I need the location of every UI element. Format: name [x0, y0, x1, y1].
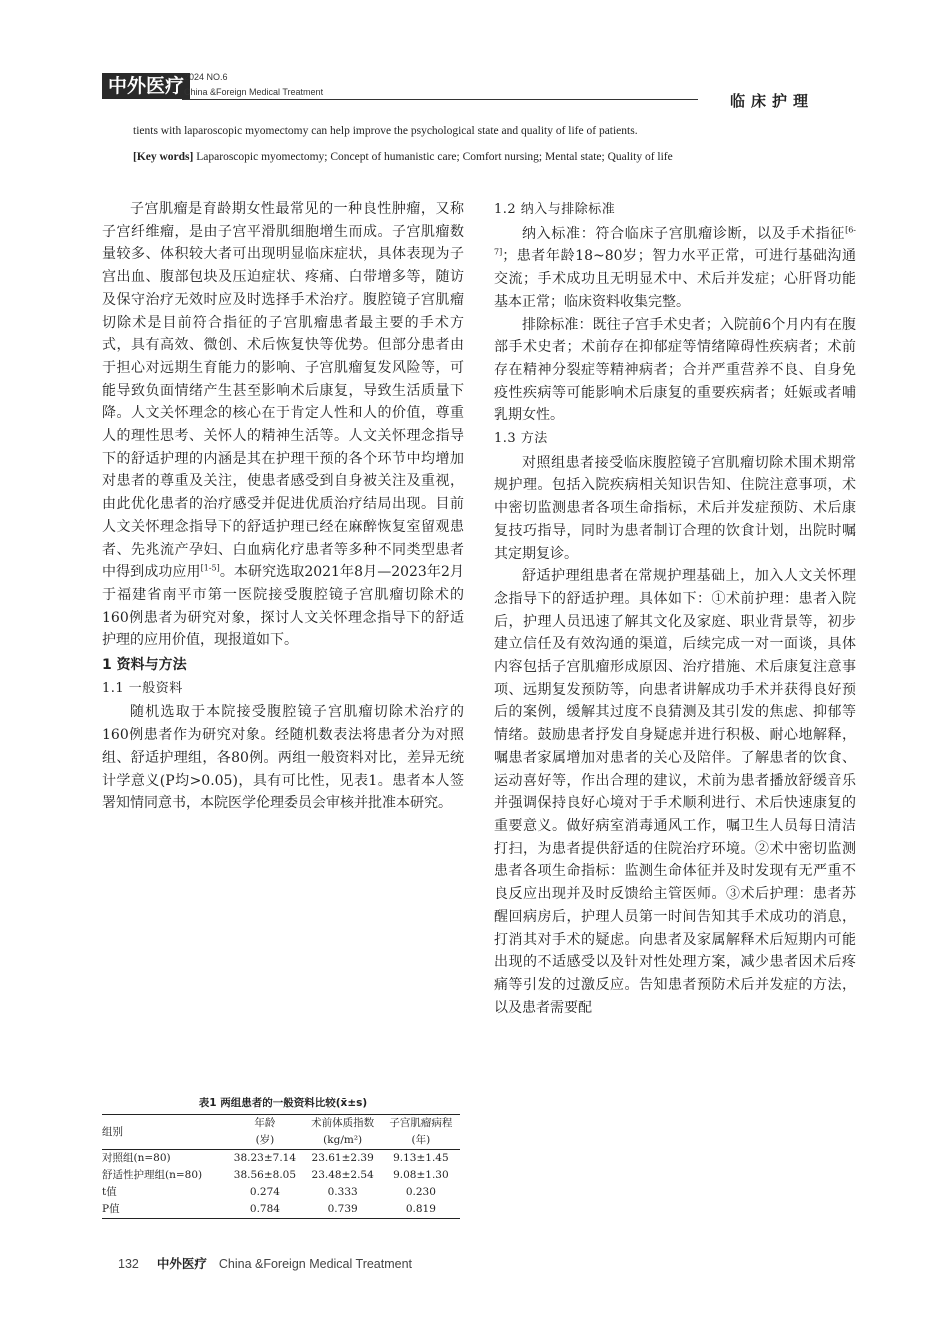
cell-group: P值	[102, 1203, 120, 1215]
cell-age: 0.274	[249, 1186, 280, 1198]
citation-1-5: [1-5]	[200, 563, 220, 573]
section-1-title: 1 资料与方法	[102, 657, 187, 674]
footer-journal-en: China &Foreign Medical Treatment	[218, 1257, 413, 1271]
intro-text-tail: 。本研究选取2021年8月—2023年2月于福建省南平市第一医院接受腹腔镜子宫肌瘤切除术的160例患者为研究对象，探讨人文关怀理念指导下的舒适护理的应用价值，现报道如下。	[102, 564, 465, 649]
page-footer	[118, 1254, 412, 1272]
cell-group: 舒适性护理组(n=80)	[102, 1169, 203, 1181]
col-header-age-unit: (岁)	[226, 1132, 303, 1150]
section-1-2-title: 1.2 纳入与排除标准	[494, 202, 616, 217]
col-header-age: 年龄	[254, 1117, 276, 1129]
cell-age: 38.56±8.05	[233, 1169, 297, 1181]
right-column	[494, 198, 856, 1019]
col-header-bmi-unit: (kg/m²)	[304, 1132, 382, 1150]
col-header-course: 子宫肌瘤病程	[389, 1117, 453, 1129]
abstract-last-line: tients with laparoscopic myomectomy can help improve the psychological state and quality of life of patients.	[133, 125, 638, 137]
cell-course: 9.13±1.45	[393, 1152, 449, 1164]
intro-paragraph	[102, 198, 464, 652]
table-row	[102, 1167, 460, 1184]
col-header-group: 组别	[102, 1115, 226, 1150]
cell-group: 对照组(n=80)	[102, 1152, 171, 1164]
keywords-label: [Key words]	[133, 151, 194, 163]
keywords-line	[133, 149, 673, 165]
cell-group: t值	[102, 1186, 117, 1198]
cell-age: 0.784	[249, 1203, 280, 1215]
section-1-3-title: 1.3 方法	[494, 431, 548, 447]
col-header-course-unit: (年)	[382, 1132, 460, 1150]
table-1-caption: 表1 两组患者的一般资料比较(x̄±s)	[198, 1097, 368, 1109]
inclusion-text: 纳入标准：符合临床子宫肌瘤诊断，以及手术指征	[522, 225, 846, 242]
cell-bmi: 0.739	[327, 1203, 358, 1215]
table-row	[102, 1184, 460, 1201]
table-1	[102, 1114, 460, 1219]
cell-bmi: 23.48±2.54	[311, 1169, 374, 1181]
table-row	[102, 1201, 460, 1219]
left-column	[102, 198, 464, 815]
exclusion-paragraph: 排除标准：既往子宫手术史者；入院前6个月内有在腹部手术史者；术前存在抑郁症等情绪障碍性疾病者；术前存在精神分裂症等精神病者；合并严重营养不良、自身免疫性疾病等可能影响术后康复的重要疾病者；妊娠或者哺乳期女性。	[494, 316, 856, 424]
general-data-paragraph: 随机选取于本院接受腹腔镜子宫肌瘤切除术治疗的160例患者作为研究对象。经随机数表法将患者分为对照组、舒适护理组，各80例。两组一般资料对比，差异无统计学意义(P均>0.05)，具有可比性，见表1。患者本人签署知情同意书，本院医学伦理委员会审核并批准本研究。	[102, 704, 464, 812]
cell-course: 0.230	[405, 1186, 436, 1198]
footer-journal-cn: 中外医疗	[156, 1257, 207, 1271]
page-number: 132	[118, 1257, 139, 1271]
inclusion-text-tail: ；患者年龄18~80岁；智力水平正常，可进行基础沟通交流；手术成功且无明显术中、术后并发症；心肝肾功能基本正常；临床资料收集完整。	[494, 248, 856, 310]
keywords-text: Laparoscopic myomectomy; Concept of humanistic care; Comfort nursing; Mental state; Quality of life	[193, 151, 673, 163]
header-rule	[182, 99, 698, 100]
cell-course: 9.08±1.30	[393, 1169, 449, 1181]
journal-english-title: China &Foreign Medical Treatment	[184, 87, 324, 97]
section-1-1-title: 1.1 一般资料	[102, 680, 183, 696]
comfort-method-paragraph: 舒适护理组患者在常规护理基础上，加入人文关怀理念指导下的舒适护理。具体如下：①术前护理：患者入院后，护理人员迅速了解其文化及家庭、职业背景等，初步建立信任及有效沟通的渠道，后续完成一对一面谈，具体内容包括子宫肌瘤形成原因、治疗措施、术后康复注意事项、远期复发预防等，向患者讲解成功手术并获得良好预后的案例，缓解其过度不良猜测及其引发的焦虑、抑郁等情绪。鼓励患者抒发自身疑虑并进行积极、耐心地解释，嘱患者家属增加对患者的关心及陪伴。了解患者的饮食、运动喜好等，作出合理的建议，术前为患者播放舒缓音乐并强调保持良好心境对于手术顺利进行、术后快速康复的重要意义。做好病室消毒通风工作，嘱卫生人员每日清洁打扫，为患者提供舒适的住院治疗环境。②术中密切监测患者各项生命指标：监测生命体征并及时发现有无严重不良反应出现并及时反馈给主管医师。③术后护理：患者苏醒回病房后，护理人员第一时间告知其手术成功的消息，打消其对手术的疑虑。向患者及家属解释术后短期内可能出现的不适感受以及针对性处理方案，减少患者因术后疼痛等引发的过激反应。告知患者预防术后并发症的方法，以及患者需要配	[494, 568, 856, 1016]
col-header-bmi: 术前体质指数	[311, 1117, 375, 1129]
cell-bmi: 23.61±2.39	[311, 1152, 374, 1164]
journal-logo: 中外医疗	[102, 73, 190, 99]
cell-course: 0.819	[405, 1203, 436, 1215]
control-method-paragraph: 对照组患者接受临床腹腔镜子宫肌瘤切除术围术期常规护理。包括入院疾病相关知识告知、住院注意事项，术中密切监测患者各项生命指标，术后并发症预防、术后康复技巧指导，同时为患者制订合理的饮食计划，出院时嘱其定期复诊。	[494, 454, 856, 562]
intro-text: 子宫肌瘤是育龄期女性最常见的一种良性肿瘤，又称子宫纤维瘤，是由子宫平滑肌细胞增生而成。子宫肌瘤数量较多、体积较大者可出现明显临床症状，具体表现为子宫出血、腹部包块及压迫症状、疼痛、白带增多等，随访及保守治疗无效时应及时选择手术治疗。腹腔镜子宫肌瘤切除术是目前符合指征的子宫肌瘤患者最主要的手术方式，具有高效、微创、术后恢复快等优势。但部分患者由于担心对远期生育能力的影响、子宫肌瘤复发风险等，可能导致负面情绪产生甚至影响术后康复，导致生活质量下降。人文关怀理念的核心在于肯定人性和人的价值，尊重人的理性思考、关怀人的精神生活等。人文关怀理念指导下的舒适护理的内涵是其在护理干预的各个环节中均增加对患者的尊重及关注，使患者感受到自身被关注及重视，由此优化患者的治疗感受并促进优质治疗结局出现。目前人文关怀理念指导下的舒适护理已经在麻醉恢复室留观患者、先兆流产孕妇、白血病化疗患者等多种不同类型患者中得到成功应用	[102, 201, 464, 581]
cell-bmi: 0.333	[327, 1186, 358, 1198]
cell-age: 38.23±7.14	[233, 1152, 297, 1164]
inclusion-paragraph	[494, 223, 856, 314]
section-title: 临床护理	[730, 92, 815, 110]
issue-label: 2024 NO.6	[184, 72, 228, 82]
citation-6-7: [6-7]	[494, 225, 856, 257]
table-row	[102, 1150, 460, 1168]
